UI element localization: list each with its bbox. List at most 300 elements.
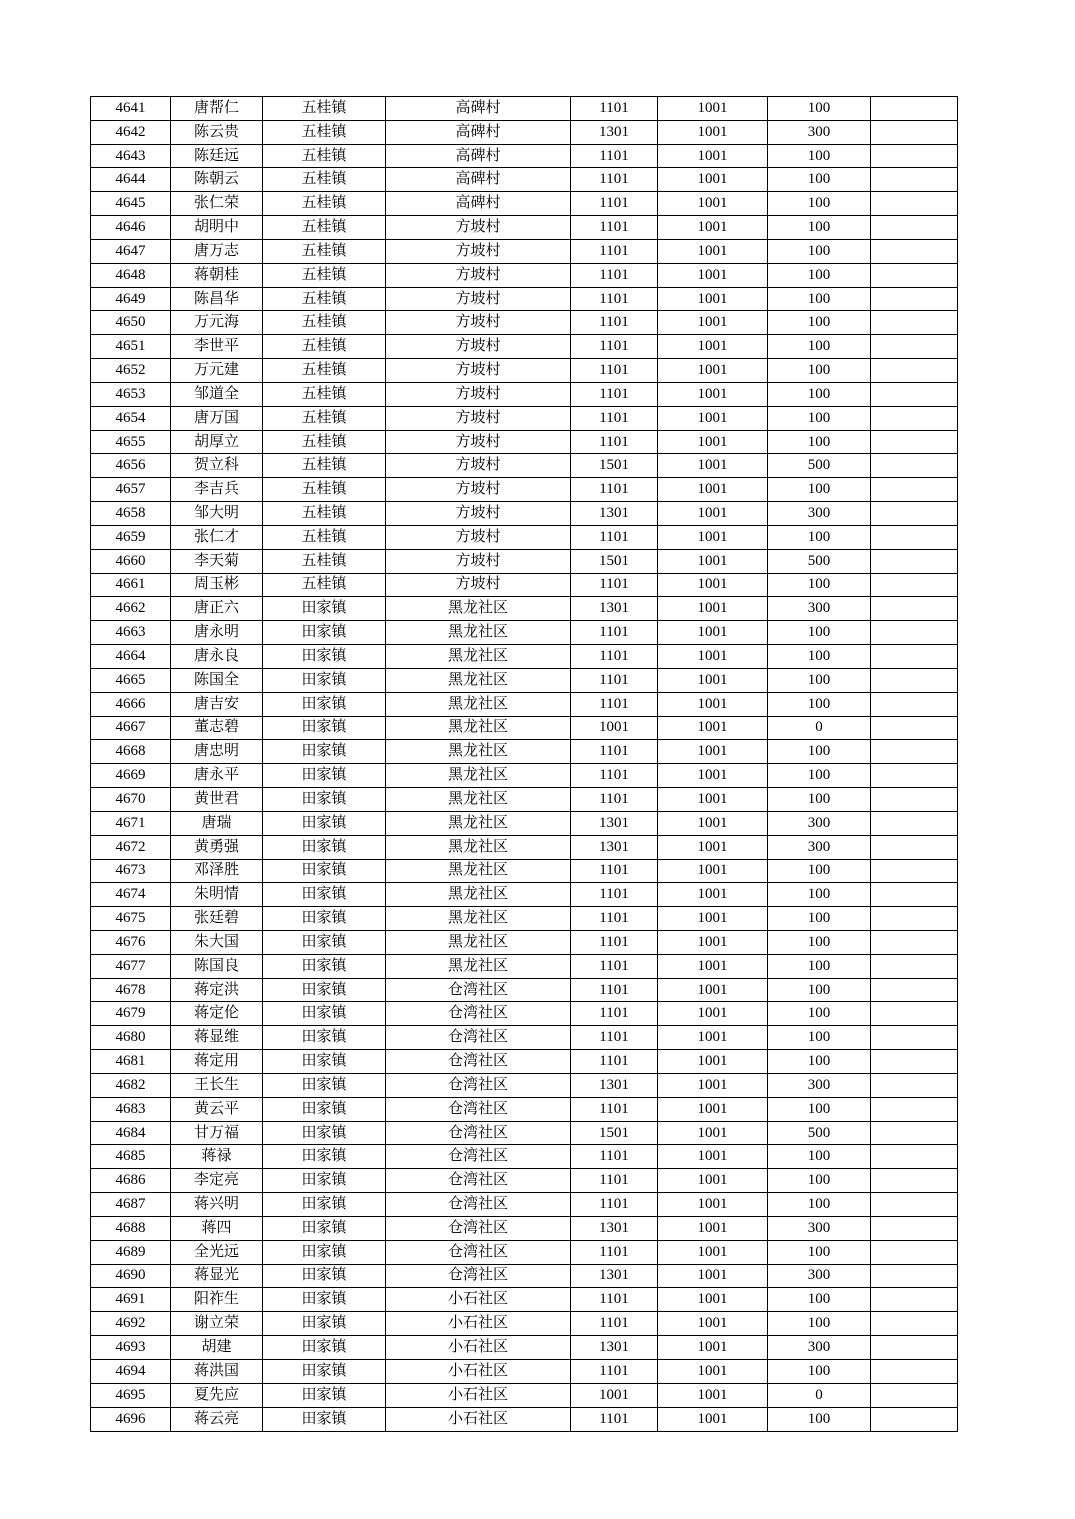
cell-village: 仓湾社区 bbox=[386, 1216, 571, 1240]
cell-code2: 1001 bbox=[658, 883, 768, 907]
cell-code1: 1301 bbox=[571, 1336, 658, 1360]
cell-town: 五桂镇 bbox=[263, 502, 386, 526]
cell-village: 仓湾社区 bbox=[386, 1193, 571, 1217]
cell-id: 4653 bbox=[91, 382, 171, 406]
cell-code1: 1101 bbox=[571, 382, 658, 406]
table-row bbox=[91, 883, 958, 907]
table-row bbox=[91, 239, 958, 263]
cell-amount: 300 bbox=[768, 1216, 871, 1240]
cell-blank bbox=[871, 692, 958, 716]
cell-name: 王长生 bbox=[171, 1073, 263, 1097]
cell-amount: 300 bbox=[768, 597, 871, 621]
cell-id: 4682 bbox=[91, 1073, 171, 1097]
cell-blank bbox=[871, 1169, 958, 1193]
cell-code1: 1101 bbox=[571, 1240, 658, 1264]
cell-code2: 1001 bbox=[658, 1264, 768, 1288]
cell-town: 田家镇 bbox=[263, 1240, 386, 1264]
cell-id: 4676 bbox=[91, 930, 171, 954]
cell-town: 田家镇 bbox=[263, 716, 386, 740]
cell-code1: 1101 bbox=[571, 97, 658, 121]
cell-village: 仓湾社区 bbox=[386, 1050, 571, 1074]
cell-town: 田家镇 bbox=[263, 597, 386, 621]
cell-town: 五桂镇 bbox=[263, 287, 386, 311]
cell-name: 李天菊 bbox=[171, 549, 263, 573]
cell-town: 田家镇 bbox=[263, 978, 386, 1002]
cell-code2: 1001 bbox=[658, 144, 768, 168]
cell-name: 黄世君 bbox=[171, 788, 263, 812]
cell-id: 4692 bbox=[91, 1312, 171, 1336]
cell-code2: 1001 bbox=[658, 859, 768, 883]
cell-amount: 300 bbox=[768, 120, 871, 144]
cell-blank bbox=[871, 1336, 958, 1360]
cell-id: 4644 bbox=[91, 168, 171, 192]
cell-blank bbox=[871, 764, 958, 788]
cell-code2: 1001 bbox=[658, 1216, 768, 1240]
cell-name: 邓泽胜 bbox=[171, 859, 263, 883]
cell-blank bbox=[871, 597, 958, 621]
table-row bbox=[91, 502, 958, 526]
cell-town: 五桂镇 bbox=[263, 406, 386, 430]
cell-name: 唐万志 bbox=[171, 239, 263, 263]
cell-name: 唐永平 bbox=[171, 764, 263, 788]
cell-name: 唐永良 bbox=[171, 645, 263, 669]
cell-blank bbox=[871, 1026, 958, 1050]
cell-amount: 100 bbox=[768, 216, 871, 240]
table-row bbox=[91, 645, 958, 669]
cell-town: 田家镇 bbox=[263, 668, 386, 692]
cell-name: 邹道全 bbox=[171, 382, 263, 406]
cell-town: 田家镇 bbox=[263, 645, 386, 669]
cell-id: 4677 bbox=[91, 954, 171, 978]
cell-amount: 100 bbox=[768, 478, 871, 502]
cell-blank bbox=[871, 359, 958, 383]
cell-town: 五桂镇 bbox=[263, 168, 386, 192]
cell-id: 4666 bbox=[91, 692, 171, 716]
cell-code2: 1001 bbox=[658, 1407, 768, 1431]
cell-code1: 1101 bbox=[571, 1169, 658, 1193]
cell-name: 唐帮仁 bbox=[171, 97, 263, 121]
cell-code2: 1001 bbox=[658, 549, 768, 573]
cell-code2: 1001 bbox=[658, 216, 768, 240]
cell-blank bbox=[871, 859, 958, 883]
cell-code1: 1101 bbox=[571, 1359, 658, 1383]
cell-name: 谢立荣 bbox=[171, 1312, 263, 1336]
cell-name: 胡建 bbox=[171, 1336, 263, 1360]
cell-code1: 1101 bbox=[571, 859, 658, 883]
cell-amount: 100 bbox=[768, 335, 871, 359]
cell-code2: 1001 bbox=[658, 335, 768, 359]
cell-village: 高碑村 bbox=[386, 97, 571, 121]
cell-id: 4652 bbox=[91, 359, 171, 383]
cell-code1: 1301 bbox=[571, 597, 658, 621]
cell-amount: 100 bbox=[768, 406, 871, 430]
cell-amount: 100 bbox=[768, 1407, 871, 1431]
cell-code1: 1101 bbox=[571, 621, 658, 645]
cell-name: 蒋显光 bbox=[171, 1264, 263, 1288]
cell-town: 田家镇 bbox=[263, 1216, 386, 1240]
cell-code1: 1101 bbox=[571, 263, 658, 287]
cell-name: 陈昌华 bbox=[171, 287, 263, 311]
table-row bbox=[91, 835, 958, 859]
cell-village: 黑龙社区 bbox=[386, 645, 571, 669]
cell-code1: 1101 bbox=[571, 1193, 658, 1217]
cell-amount: 100 bbox=[768, 144, 871, 168]
cell-village: 方坡村 bbox=[386, 287, 571, 311]
cell-blank bbox=[871, 930, 958, 954]
cell-blank bbox=[871, 1240, 958, 1264]
cell-id: 4659 bbox=[91, 525, 171, 549]
cell-blank bbox=[871, 549, 958, 573]
cell-code1: 1101 bbox=[571, 930, 658, 954]
cell-id: 4642 bbox=[91, 120, 171, 144]
cell-code2: 1001 bbox=[658, 954, 768, 978]
cell-code2: 1001 bbox=[658, 1169, 768, 1193]
cell-village: 仓湾社区 bbox=[386, 1097, 571, 1121]
cell-blank bbox=[871, 525, 958, 549]
cell-code1: 1101 bbox=[571, 1097, 658, 1121]
cell-id: 4664 bbox=[91, 645, 171, 669]
cell-town: 五桂镇 bbox=[263, 216, 386, 240]
cell-town: 五桂镇 bbox=[263, 359, 386, 383]
cell-code1: 1101 bbox=[571, 168, 658, 192]
table-row bbox=[91, 597, 958, 621]
cell-code1: 1101 bbox=[571, 430, 658, 454]
cell-blank bbox=[871, 1312, 958, 1336]
cell-village: 仓湾社区 bbox=[386, 1002, 571, 1026]
cell-village: 仓湾社区 bbox=[386, 978, 571, 1002]
cell-code1: 1001 bbox=[571, 1383, 658, 1407]
cell-amount: 100 bbox=[768, 1097, 871, 1121]
cell-name: 陈朝云 bbox=[171, 168, 263, 192]
table-row bbox=[91, 192, 958, 216]
cell-code1: 1101 bbox=[571, 668, 658, 692]
cell-town: 五桂镇 bbox=[263, 573, 386, 597]
cell-village: 小石社区 bbox=[386, 1359, 571, 1383]
cell-amount: 300 bbox=[768, 502, 871, 526]
cell-code1: 1101 bbox=[571, 907, 658, 931]
cell-blank bbox=[871, 1359, 958, 1383]
cell-amount: 100 bbox=[768, 883, 871, 907]
cell-blank bbox=[871, 1193, 958, 1217]
cell-town: 五桂镇 bbox=[263, 239, 386, 263]
table-row bbox=[91, 954, 958, 978]
cell-id: 4649 bbox=[91, 287, 171, 311]
table-row bbox=[91, 359, 958, 383]
cell-name: 蒋兴明 bbox=[171, 1193, 263, 1217]
cell-code2: 1001 bbox=[658, 1026, 768, 1050]
cell-town: 田家镇 bbox=[263, 788, 386, 812]
cell-blank bbox=[871, 740, 958, 764]
cell-amount: 300 bbox=[768, 1264, 871, 1288]
cell-id: 4662 bbox=[91, 597, 171, 621]
cell-blank bbox=[871, 168, 958, 192]
table-row bbox=[91, 1002, 958, 1026]
table-row bbox=[91, 287, 958, 311]
cell-blank bbox=[871, 1097, 958, 1121]
cell-code2: 1001 bbox=[658, 1240, 768, 1264]
cell-town: 田家镇 bbox=[263, 883, 386, 907]
cell-code2: 1001 bbox=[658, 1002, 768, 1026]
cell-town: 五桂镇 bbox=[263, 478, 386, 502]
cell-amount: 100 bbox=[768, 168, 871, 192]
cell-blank bbox=[871, 311, 958, 335]
cell-name: 陈廷远 bbox=[171, 144, 263, 168]
table-row bbox=[91, 621, 958, 645]
table-row bbox=[91, 1407, 958, 1431]
table-row bbox=[91, 97, 958, 121]
cell-village: 方坡村 bbox=[386, 335, 571, 359]
cell-town: 田家镇 bbox=[263, 859, 386, 883]
cell-town: 田家镇 bbox=[263, 1121, 386, 1145]
cell-id: 4695 bbox=[91, 1383, 171, 1407]
cell-name: 李吉兵 bbox=[171, 478, 263, 502]
cell-amount: 100 bbox=[768, 1193, 871, 1217]
cell-name: 蒋朝桂 bbox=[171, 263, 263, 287]
cell-amount: 300 bbox=[768, 811, 871, 835]
cell-town: 五桂镇 bbox=[263, 525, 386, 549]
cell-code1: 1501 bbox=[571, 1121, 658, 1145]
cell-code2: 1001 bbox=[658, 239, 768, 263]
table-row bbox=[91, 1145, 958, 1169]
cell-blank bbox=[871, 216, 958, 240]
cell-code2: 1001 bbox=[658, 192, 768, 216]
cell-code1: 1101 bbox=[571, 740, 658, 764]
table-row bbox=[91, 311, 958, 335]
cell-code2: 1001 bbox=[658, 716, 768, 740]
cell-blank bbox=[871, 811, 958, 835]
cell-town: 五桂镇 bbox=[263, 311, 386, 335]
cell-town: 田家镇 bbox=[263, 1097, 386, 1121]
cell-id: 4687 bbox=[91, 1193, 171, 1217]
cell-code1: 1501 bbox=[571, 549, 658, 573]
cell-id: 4661 bbox=[91, 573, 171, 597]
cell-id: 4680 bbox=[91, 1026, 171, 1050]
cell-name: 蒋定用 bbox=[171, 1050, 263, 1074]
cell-village: 仓湾社区 bbox=[386, 1121, 571, 1145]
cell-code2: 1001 bbox=[658, 359, 768, 383]
cell-village: 黑龙社区 bbox=[386, 621, 571, 645]
cell-amount: 100 bbox=[768, 1240, 871, 1264]
cell-village: 仓湾社区 bbox=[386, 1264, 571, 1288]
cell-name: 唐永明 bbox=[171, 621, 263, 645]
table-row bbox=[91, 764, 958, 788]
cell-code2: 1001 bbox=[658, 97, 768, 121]
cell-id: 4655 bbox=[91, 430, 171, 454]
cell-village: 小石社区 bbox=[386, 1288, 571, 1312]
cell-village: 黑龙社区 bbox=[386, 883, 571, 907]
cell-amount: 100 bbox=[768, 1026, 871, 1050]
cell-blank bbox=[871, 1383, 958, 1407]
cell-village: 黑龙社区 bbox=[386, 907, 571, 931]
cell-name: 夏先应 bbox=[171, 1383, 263, 1407]
cell-code2: 1001 bbox=[658, 1336, 768, 1360]
cell-name: 唐万国 bbox=[171, 406, 263, 430]
cell-code1: 1101 bbox=[571, 359, 658, 383]
cell-blank bbox=[871, 239, 958, 263]
cell-name: 陈云贵 bbox=[171, 120, 263, 144]
cell-name: 唐忠明 bbox=[171, 740, 263, 764]
cell-code1: 1101 bbox=[571, 239, 658, 263]
cell-id: 4665 bbox=[91, 668, 171, 692]
cell-id: 4670 bbox=[91, 788, 171, 812]
cell-code1: 1101 bbox=[571, 764, 658, 788]
cell-town: 田家镇 bbox=[263, 1288, 386, 1312]
table-row bbox=[91, 1097, 958, 1121]
cell-blank bbox=[871, 1216, 958, 1240]
cell-name: 朱明情 bbox=[171, 883, 263, 907]
cell-code2: 1001 bbox=[658, 430, 768, 454]
cell-code1: 1101 bbox=[571, 1288, 658, 1312]
cell-blank bbox=[871, 1145, 958, 1169]
cell-name: 蒋四 bbox=[171, 1216, 263, 1240]
cell-code2: 1001 bbox=[658, 502, 768, 526]
cell-name: 蒋禄 bbox=[171, 1145, 263, 1169]
cell-town: 田家镇 bbox=[263, 811, 386, 835]
cell-id: 4674 bbox=[91, 883, 171, 907]
cell-code1: 1101 bbox=[571, 335, 658, 359]
table-row bbox=[91, 716, 958, 740]
cell-blank bbox=[871, 120, 958, 144]
cell-code2: 1001 bbox=[658, 263, 768, 287]
records-table-body bbox=[91, 97, 958, 1432]
cell-name: 李定亮 bbox=[171, 1169, 263, 1193]
cell-blank bbox=[871, 978, 958, 1002]
cell-town: 田家镇 bbox=[263, 1336, 386, 1360]
cell-village: 方坡村 bbox=[386, 311, 571, 335]
cell-town: 田家镇 bbox=[263, 1359, 386, 1383]
cell-code2: 1001 bbox=[658, 1288, 768, 1312]
cell-amount: 500 bbox=[768, 549, 871, 573]
cell-amount: 100 bbox=[768, 954, 871, 978]
cell-amount: 100 bbox=[768, 740, 871, 764]
cell-amount: 100 bbox=[768, 930, 871, 954]
cell-code1: 1101 bbox=[571, 525, 658, 549]
table-row bbox=[91, 144, 958, 168]
table-row bbox=[91, 573, 958, 597]
cell-village: 高碑村 bbox=[386, 192, 571, 216]
cell-village: 高碑村 bbox=[386, 144, 571, 168]
cell-blank bbox=[871, 144, 958, 168]
cell-code1: 1001 bbox=[571, 716, 658, 740]
cell-amount: 500 bbox=[768, 454, 871, 478]
cell-town: 田家镇 bbox=[263, 1312, 386, 1336]
cell-code1: 1101 bbox=[571, 788, 658, 812]
cell-id: 4656 bbox=[91, 454, 171, 478]
cell-id: 4688 bbox=[91, 1216, 171, 1240]
cell-code1: 1101 bbox=[571, 883, 658, 907]
cell-town: 五桂镇 bbox=[263, 549, 386, 573]
cell-id: 4650 bbox=[91, 311, 171, 335]
cell-id: 4686 bbox=[91, 1169, 171, 1193]
cell-code1: 1101 bbox=[571, 573, 658, 597]
cell-village: 方坡村 bbox=[386, 573, 571, 597]
cell-name: 贺立科 bbox=[171, 454, 263, 478]
cell-town: 田家镇 bbox=[263, 835, 386, 859]
cell-town: 田家镇 bbox=[263, 1002, 386, 1026]
cell-town: 田家镇 bbox=[263, 740, 386, 764]
cell-amount: 300 bbox=[768, 835, 871, 859]
table-row bbox=[91, 1336, 958, 1360]
cell-village: 黑龙社区 bbox=[386, 764, 571, 788]
cell-code1: 1101 bbox=[571, 144, 658, 168]
cell-name: 周玉彬 bbox=[171, 573, 263, 597]
cell-village: 小石社区 bbox=[386, 1312, 571, 1336]
cell-name: 阳祚生 bbox=[171, 1288, 263, 1312]
cell-id: 4658 bbox=[91, 502, 171, 526]
table-row bbox=[91, 930, 958, 954]
table-row bbox=[91, 1288, 958, 1312]
cell-amount: 100 bbox=[768, 1312, 871, 1336]
cell-code2: 1001 bbox=[658, 835, 768, 859]
table-row bbox=[91, 907, 958, 931]
cell-village: 方坡村 bbox=[386, 216, 571, 240]
cell-amount: 100 bbox=[768, 239, 871, 263]
table-row bbox=[91, 1264, 958, 1288]
cell-code2: 1001 bbox=[658, 788, 768, 812]
cell-village: 方坡村 bbox=[386, 454, 571, 478]
cell-town: 田家镇 bbox=[263, 1383, 386, 1407]
cell-town: 田家镇 bbox=[263, 1026, 386, 1050]
cell-name: 唐正六 bbox=[171, 597, 263, 621]
cell-code1: 1101 bbox=[571, 1407, 658, 1431]
cell-name: 蒋洪国 bbox=[171, 1359, 263, 1383]
cell-village: 仓湾社区 bbox=[386, 1145, 571, 1169]
cell-amount: 100 bbox=[768, 525, 871, 549]
cell-code2: 1001 bbox=[658, 311, 768, 335]
cell-id: 4672 bbox=[91, 835, 171, 859]
cell-code1: 1301 bbox=[571, 1073, 658, 1097]
cell-village: 方坡村 bbox=[386, 406, 571, 430]
cell-name: 万元海 bbox=[171, 311, 263, 335]
cell-code1: 1301 bbox=[571, 1216, 658, 1240]
cell-village: 黑龙社区 bbox=[386, 692, 571, 716]
cell-amount: 100 bbox=[768, 764, 871, 788]
cell-village: 仓湾社区 bbox=[386, 1169, 571, 1193]
cell-village: 黑龙社区 bbox=[386, 859, 571, 883]
cell-code2: 1001 bbox=[658, 930, 768, 954]
cell-village: 方坡村 bbox=[386, 382, 571, 406]
cell-code1: 1101 bbox=[571, 192, 658, 216]
cell-code2: 1001 bbox=[658, 287, 768, 311]
cell-code1: 1301 bbox=[571, 1264, 658, 1288]
cell-village: 黑龙社区 bbox=[386, 954, 571, 978]
cell-amount: 0 bbox=[768, 1383, 871, 1407]
cell-code2: 1001 bbox=[658, 120, 768, 144]
cell-town: 五桂镇 bbox=[263, 335, 386, 359]
table-row bbox=[91, 811, 958, 835]
cell-blank bbox=[871, 573, 958, 597]
cell-blank bbox=[871, 287, 958, 311]
cell-id: 4647 bbox=[91, 239, 171, 263]
cell-code1: 1101 bbox=[571, 1145, 658, 1169]
cell-amount: 0 bbox=[768, 716, 871, 740]
cell-blank bbox=[871, 788, 958, 812]
table-row bbox=[91, 1359, 958, 1383]
cell-amount: 100 bbox=[768, 287, 871, 311]
cell-id: 4673 bbox=[91, 859, 171, 883]
cell-village: 方坡村 bbox=[386, 430, 571, 454]
cell-blank bbox=[871, 430, 958, 454]
cell-code2: 1001 bbox=[658, 692, 768, 716]
cell-amount: 100 bbox=[768, 645, 871, 669]
table-row bbox=[91, 692, 958, 716]
cell-name: 唐吉安 bbox=[171, 692, 263, 716]
cell-blank bbox=[871, 716, 958, 740]
cell-name: 朱大国 bbox=[171, 930, 263, 954]
table-row bbox=[91, 1240, 958, 1264]
cell-town: 五桂镇 bbox=[263, 120, 386, 144]
table-row bbox=[91, 1312, 958, 1336]
